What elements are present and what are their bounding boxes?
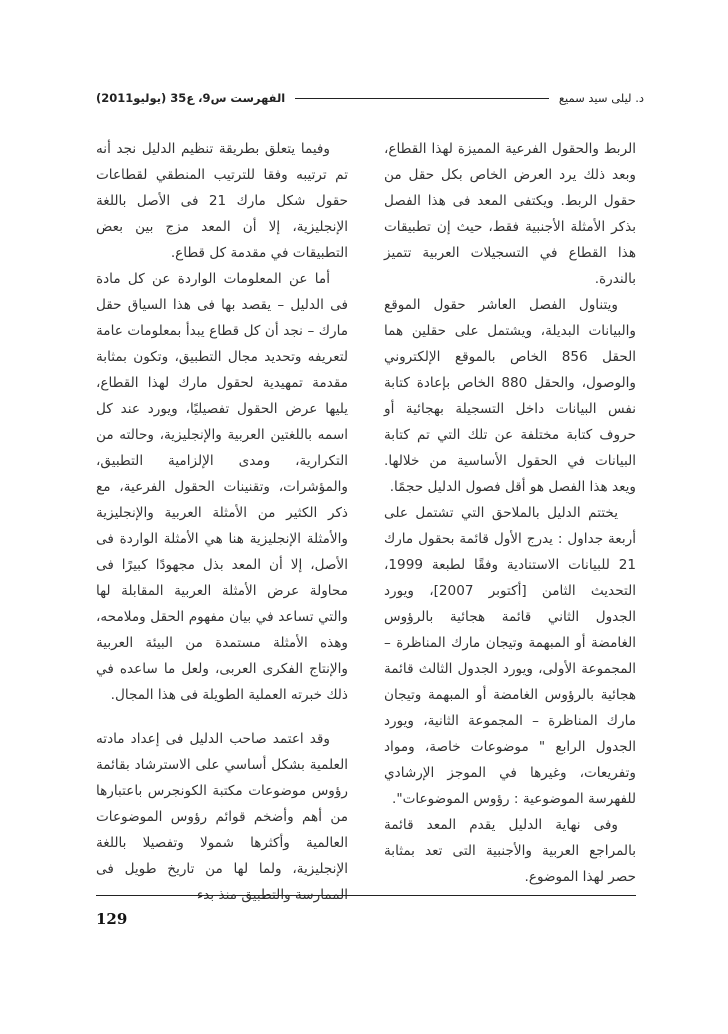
left-column — [96, 136, 348, 908]
header-author: د. ليلى سيد سميع — [558, 91, 644, 105]
header-rule — [295, 98, 549, 99]
paragraph: يختتم الدليل بالملاحق التي تشتمل على أربعة جداول : يدرج الأول قائمة بحقول مارك 21 للبيانات الاستنادية وفقًا لطبعة 1999، التحديث الثامن [أكتوبر 2007]، ويورد الجدول الثاني قائمة هجائية بالرؤوس الغامضة أو المبهمة وتيجان مارك المناظرة – المجموعة الأولى، ويورد الجدول الثالث قائمة هجائية بالرؤوس الغامضة أو المبهمة وتيجان مارك المناظرة – المجموعة الثانية، ويورد الجدول الرابع " موضوعات خاصة، ومواد وتفريعات، وغيرها في الموجز الإرشادي للفهرسة الموضوعية : رؤوس الموضوعات". — [384, 505, 636, 807]
paragraph: الربط والحقول الفرعية المميزة لهذا القطاع، وبعد ذلك يرد العرض الخاص بكل حقل من حقول الربط. ويكتفى المعد فى هذا الفصل بذكر الأمثلة الأجنبية فقط، حيث إن تطبيقات هذا القطاع في التسجيلات العربية تتميز بالندرة. — [384, 141, 636, 287]
running-header — [96, 88, 644, 108]
paragraph: وفيما يتعلق بطريقة تنظيم الدليل نجد أنه تم ترتيبه وفقا للترتيب المنطقي لقطاعات حقول شكل مارك 21 فى الأصل باللغة الإنجليزية، إلا أن المعد مزج بين بعض التطبيقات في مقدمة كل قطاع. — [96, 141, 349, 261]
page-number: 129 — [96, 910, 128, 928]
right-column — [384, 136, 636, 890]
paragraph: ويتناول الفصل العاشر حقول الموقع والبيانات البديلة، ويشتمل على حقلين هما الحقل 856 الخاص بالموقع الإلكتروني والوصول، والحقل 880 الخاص بإعادة كتابة نفس البيانات داخل التسجيلة بهجائية أو حروف كتابة مختلفة عن تلك التي تم كتابة البيانات في الحقول الأساسية من خلالها. ويعد هذا الفصل هو أقل فصول الدليل حجمًا. — [384, 297, 637, 495]
header-journal: الفهرست س9، ع35 (يوليو2011) — [96, 91, 286, 105]
footer-rule — [96, 895, 636, 896]
paragraph: وفى نهاية الدليل يقدم المعد قائمة بالمراجع العربية والأجنبية التى تعد بمثابة حصر لهذا الموضوع. — [384, 817, 636, 885]
paragraph: وقد اعتمد صاحب الدليل فى إعداد مادته العلمية بشكل أساسي على الاسترشاد بقائمة رؤوس موضوعات مكتبة الكونجرس باعتبارها من أهم وأضخم قوائم رؤوس الموضوعات العالمية وأكثرها شمولا وتفصيلا باللغة الإنجليزية، ولما لها من تاريخ طويل فى الممارسة والتطبيق منذ بدء — [96, 731, 348, 903]
paragraph: أما عن المعلومات الواردة عن كل مادة فى الدليل – يقصد بها فى هذا السياق حقل مارك – نجد أن كل قطاع يبدأ بمعلومات عامة لتعريفه وتحديد مجال التطبيق، وتكون بمثابة مقدمة تمهيدية لحقول مارك لهذا القطاع، يليها عرض الحقول تفصيليًا، ويورد عند كل اسمه باللغتين العربية والإنجليزية، وحالته من التكرارية، ومدى الإلزامية التطبيق، والمؤشرات، وتقنينات الحقول الفرعية، مع ذكر الكثير من الأمثلة العربية والإنجليزية والأمثلة الإنجليزية هنا هي الأمثلة الواردة فى الأصل، إلا أن المعد بذل مجهودًا كبيرًا فى محاولة عرض الأمثلة العربية المقابلة لها والتي تساعد في بيان مفهوم الحقل وملامحه، وهذه الأمثلة مستمدة من البيئة العربية والإنتاج الفكرى العربى، ولعل ما ساعده في ذلك خبرته العملية الطويلة فى هذا المجال. — [96, 271, 348, 703]
